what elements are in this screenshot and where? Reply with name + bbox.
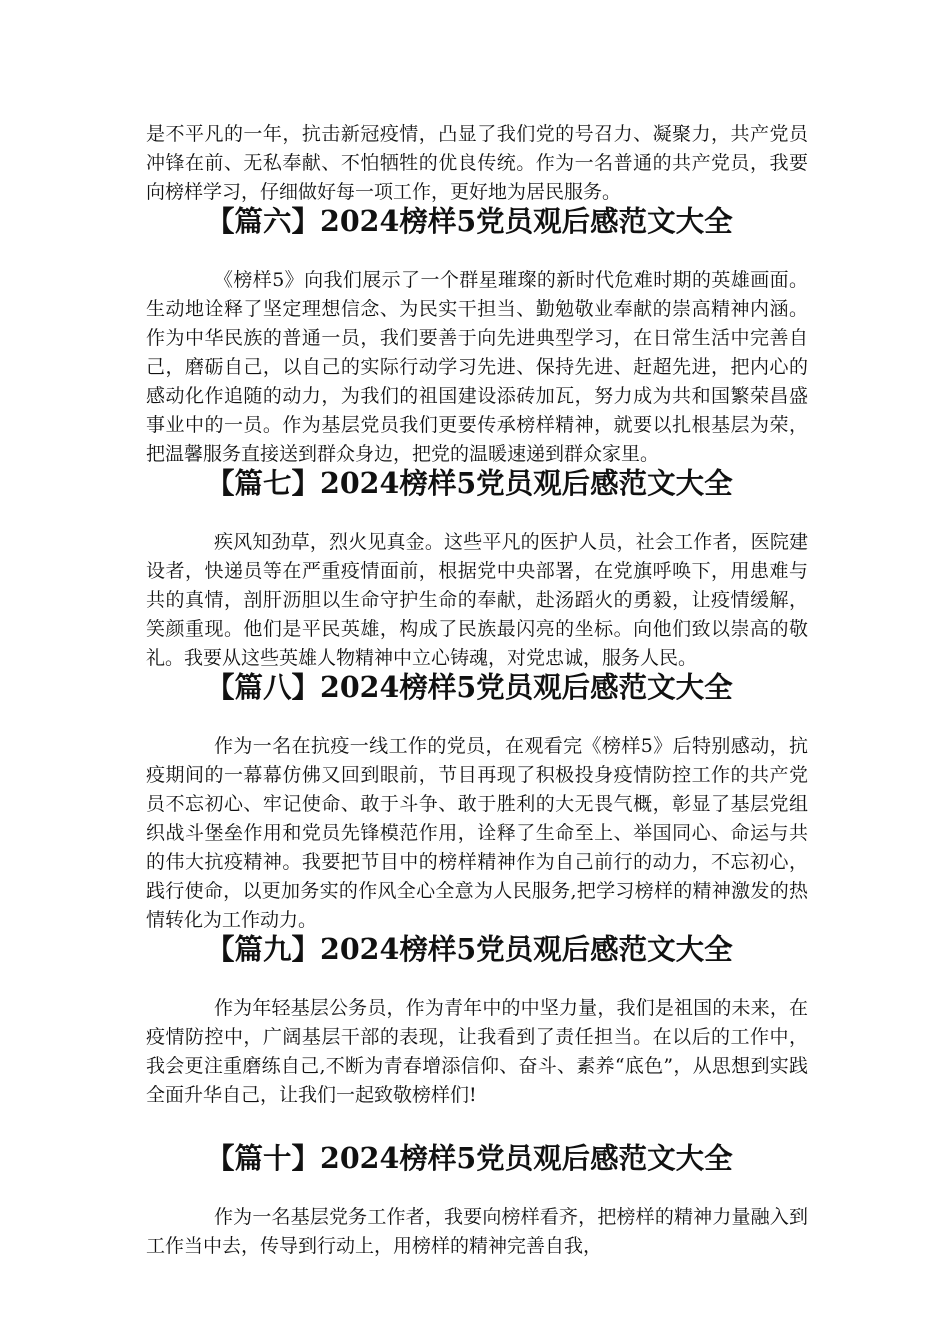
- section-body-8: 作为一名在抗疫一线工作的党员，在观看完《榜样5》后特别感动，抗疫期间的一幕幕仿佛又回到眼前，节目再现了积极投身疫情防控工作的共产党员不忘初心、牢记使命、敢于斗争、敢于胜利的大无畏气概，彰显了基层党组织战斗堡垒作用和党员先锋模范作用，诠释了生命至上、举国同心、命运与共的伟大抗疫精神。我要把节目中的榜样精神作为自己前行的动力，不忘初心，践行使命，以更加务实的作风全心全意为人民服务,把学习榜样的精神激发的热情转化为工作动力。: [146, 735, 808, 931]
- section-body-6: 《榜样5》向我们展示了一个群星璀璨的新时代危难时期的英雄画面。生动地诠释了坚定理想信念、为民实干担当、勤勉敬业奉献的崇高精神内涵。作为中华民族的普通一员，我们要善于向先进典型学习，在日常生活中完善自己，磨砺自己，以自己的实际行动学习先进、保持先进、赶超先进，把内心的感动化作追随的动力，为我们的祖国建设添砖加瓦，努力成为共和国繁荣昌盛事业中的一员。作为基层党员我们更要传承榜样精神，就要以扎根基层为荣，把温馨服务直接送到群众身边，把党的温暖速递到群众家里。: [146, 269, 808, 465]
- spacer: [146, 1110, 808, 1144]
- spacer: [146, 702, 808, 732]
- section-heading-6: 【篇六】2024榜样5党员观后感范文大全: [206, 204, 733, 238]
- section-heading-8: 【篇八】2024榜样5党员观后感范文大全: [206, 670, 733, 704]
- section-body-7: 疾风知劲草，烈火见真金。这些平凡的医护人员，社会工作者，医院建设者，快递员等在严重疫情面前，根据党中央部署，在党旗呼唤下，用患难与共的真情，剖肝沥胆以生命守护生命的奉献，赴汤蹈火的勇毅，让疫情缓解，笑颜重现。他们是平民英雄，构成了民族最闪亮的坐标。向他们致以崇高的敬礼。我要从这些英雄人物精神中立心铸魂，对党忠诚，服务人民。: [146, 531, 808, 669]
- spacer: [146, 964, 808, 994]
- section-body-10: 作为一名基层党务工作者，我要向榜样看齐，把榜样的精神力量融入到工作当中去，传导到行动上，用榜样的精神完善自我，: [146, 1206, 808, 1257]
- document-page: [146, 120, 808, 1261]
- section-heading-10: 【篇十】2024榜样5党员观后感范文大全: [206, 1141, 733, 1175]
- spacer: [146, 1173, 808, 1203]
- spacer: [146, 236, 808, 266]
- intro-paragraph: 是不平凡的一年，抗击新冠疫情，凸显了我们党的号召力、凝聚力，共产党员冲锋在前、无私奉献、不怕牺牲的优良传统。作为一名普通的共产党员，我要向榜样学习，仔细做好每一项工作，更好地为居民服务。: [146, 123, 808, 203]
- spacer: [146, 498, 808, 528]
- section-body-9: 作为年轻基层公务员，作为青年中的中坚力量，我们是祖国的未来，在疫情防控中，广阔基层干部的表现，让我看到了责任担当。在以后的工作中，我会更注重磨练自己,不断为青春增添信仰、奋斗、素养“底色”，从思想到实践全面升华自己，让我们一起致敬榜样们!: [146, 997, 808, 1106]
- section-heading-9: 【篇九】2024榜样5党员观后感范文大全: [206, 932, 733, 966]
- section-heading-7: 【篇七】2024榜样5党员观后感范文大全: [206, 466, 733, 500]
